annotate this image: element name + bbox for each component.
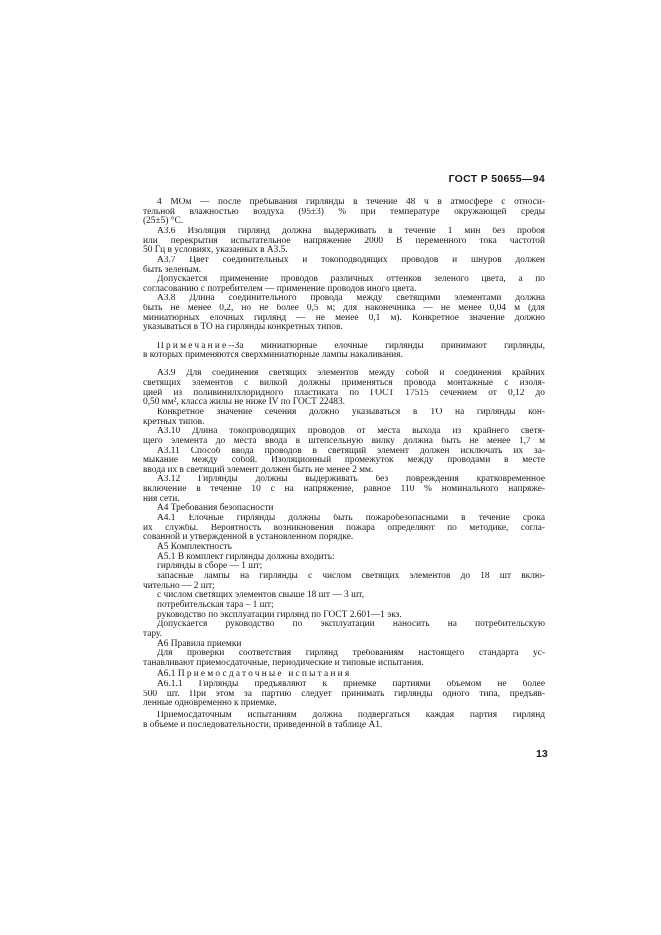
text-line: 50 Гц в условиях, указанных в А3.5. — [143, 245, 288, 256]
text-line: в которых применяются сверхминиатюрные лампы накаливания. — [143, 350, 403, 361]
text-line: гирлянды в сборе — 1 шт; — [157, 561, 263, 572]
text-line: А5 Комплектность — [157, 541, 232, 552]
text-line: А5.1 В комплект гирлянды должны входить: — [157, 551, 335, 562]
text-line: мыкание между собой. Изоляционный промежуток между проводами в месте — [143, 456, 545, 466]
text-line: А6.1 Приемосдаточные испытания — [157, 669, 352, 680]
text-line: А6 Правила приемки — [157, 638, 242, 649]
text-line: ленные одновременно к приемке. — [143, 698, 277, 709]
page-number: 13 — [536, 748, 548, 760]
note-paragraph — [143, 342, 545, 361]
text-line: 0,50 мм², класса жилы не ниже IV по ГОСТ 22483. — [143, 397, 345, 408]
text-line: их службы. Вероятность возникновения пожара определяют по методике, согла- — [143, 523, 545, 533]
text-line: Допускается руководство по эксплуатации наносить на потребительскую — [157, 620, 545, 630]
text-line: потребительская тара – 1 шт; — [157, 599, 274, 610]
document-body — [143, 198, 545, 730]
text-line: А3.11 Способ ввода проводов в светящий элемент должен исключать их за- — [157, 446, 545, 456]
text-line: быть не менее 0,2, но не более 0,5 м; для наконечника — не менее 0,04 м (для — [143, 304, 545, 314]
text-line: щего элемента до места ввода в штепсельную вилку должна быть не менее 1,7 м — [143, 436, 545, 446]
text-line: (25±5) °C. — [143, 216, 184, 227]
text-line: Допускается применение проводов различных оттенков зеленого цвета, а по — [157, 275, 545, 285]
note-label: Примечание — [157, 341, 229, 351]
text-line: руководство по эксплуатации гирлянд по ГОСТ 2.601—1 экз. — [157, 609, 402, 620]
text-line: или перекрытия испытательное напряжение 2000 В переменного тока частотой — [143, 236, 545, 246]
text-line: миниатюрных елочных гирлянд — не менее 0,1 м). Конкретное значение должно — [143, 313, 545, 323]
text-block — [143, 670, 545, 709]
text-line: чительно — 2 шт; — [143, 580, 215, 591]
text-block — [143, 198, 545, 333]
text-line: А3.10 Длина токопроводящих проводов от места выхода из крайнего светя- — [157, 427, 545, 437]
text-line: Для проверки соответствия гирлянд требованиям настоящего стандарта ус- — [157, 649, 545, 659]
text-line: А6.1.1 Гирлянды предъявляют к приемке партиями объемом не более — [157, 680, 545, 690]
text-line: ввода их в светящий элемент должен быть не менее 2 мм. — [143, 464, 374, 475]
text-line: с числом светящих элементов свыше 18 шт — 3 шт, — [157, 590, 365, 601]
text-line: Приемосдаточным испытаниям должна подвергаться каждая партия гирлянд — [157, 711, 545, 721]
text-line: в объеме и последовательности, приведенной в таблице А1. — [143, 719, 383, 730]
text-line: А3.7 Цвет соединительных и токоподводящих проводов и шнуров должен — [157, 255, 545, 265]
text-line: Конкретное значение сечения должно указываться в ТО на гирлянды кон- — [157, 407, 545, 417]
text-line: Примечание--За миниатюрные елочные гирлянды принимают гирлянды, — [157, 341, 545, 351]
text-line: А4 Требования безопасности — [157, 503, 274, 514]
text-line: ния сети. — [143, 493, 180, 504]
text-line: 4 МОм — после пребывания гирлянды в течение 48 ч в атмосфере с относи- — [157, 198, 545, 207]
text-line: А3.6 Изоляция гирлянд должна выдерживать в течение 1 мин без пробоя — [157, 226, 545, 236]
text-line: А3.8 Длина соединительного провода между светящими элементами должна — [157, 294, 545, 304]
text-line: указываться в ТО на гирлянды конкретных типов. — [143, 322, 343, 333]
text-line: включение в течение 10 с на напряжение, равное 110 % номинального напряже- — [143, 485, 545, 495]
text-line: быть зеленым. — [143, 264, 202, 275]
text-line: кретных типов. — [143, 416, 205, 427]
text-block — [143, 369, 545, 668]
text-line: А3.12 Гирлянды должны выдерживать без повреждения кратковременное — [157, 475, 545, 485]
text-block — [143, 711, 545, 730]
text-line: А3.9 Для соединения светящих элементов между собой и соединения крайних — [157, 369, 545, 379]
text-line: тельной влажностью воздуха (95±3) % при температуре окружающей среды — [143, 207, 545, 217]
text-line: запасные лампы на гирлянды с числом светящих элементов до 18 шт вклю- — [157, 571, 545, 581]
text-line: светящих элементов с вилкой должны применяться провода монтажные с изоля- — [143, 378, 545, 388]
text-line: тару. — [143, 628, 163, 639]
text-line: сованной и утвержденной в установленном порядке. — [143, 532, 354, 543]
text-line: согласованию с потребителем — применение проводов иного цвета. — [143, 283, 417, 294]
section-title-spaced: Приемосдаточные испытания — [177, 669, 352, 680]
text-line: А4.1 Елочные гирлянды должны быть пожаробезопасными в течение срока — [157, 514, 545, 524]
text-line: цией из поливинилхлоридного пластиката по ГОСТ 17515 сечением от 0,12 до — [143, 388, 545, 398]
text-line: танавливают приемосдаточные, периодические и типовые испытания. — [143, 657, 424, 668]
text-line: 500 шт. При этом за партию следует принимать гирлянды одного типа, предъяв- — [143, 689, 545, 699]
document-header-id: ГОСТ Р 50655—94 — [448, 173, 545, 185]
